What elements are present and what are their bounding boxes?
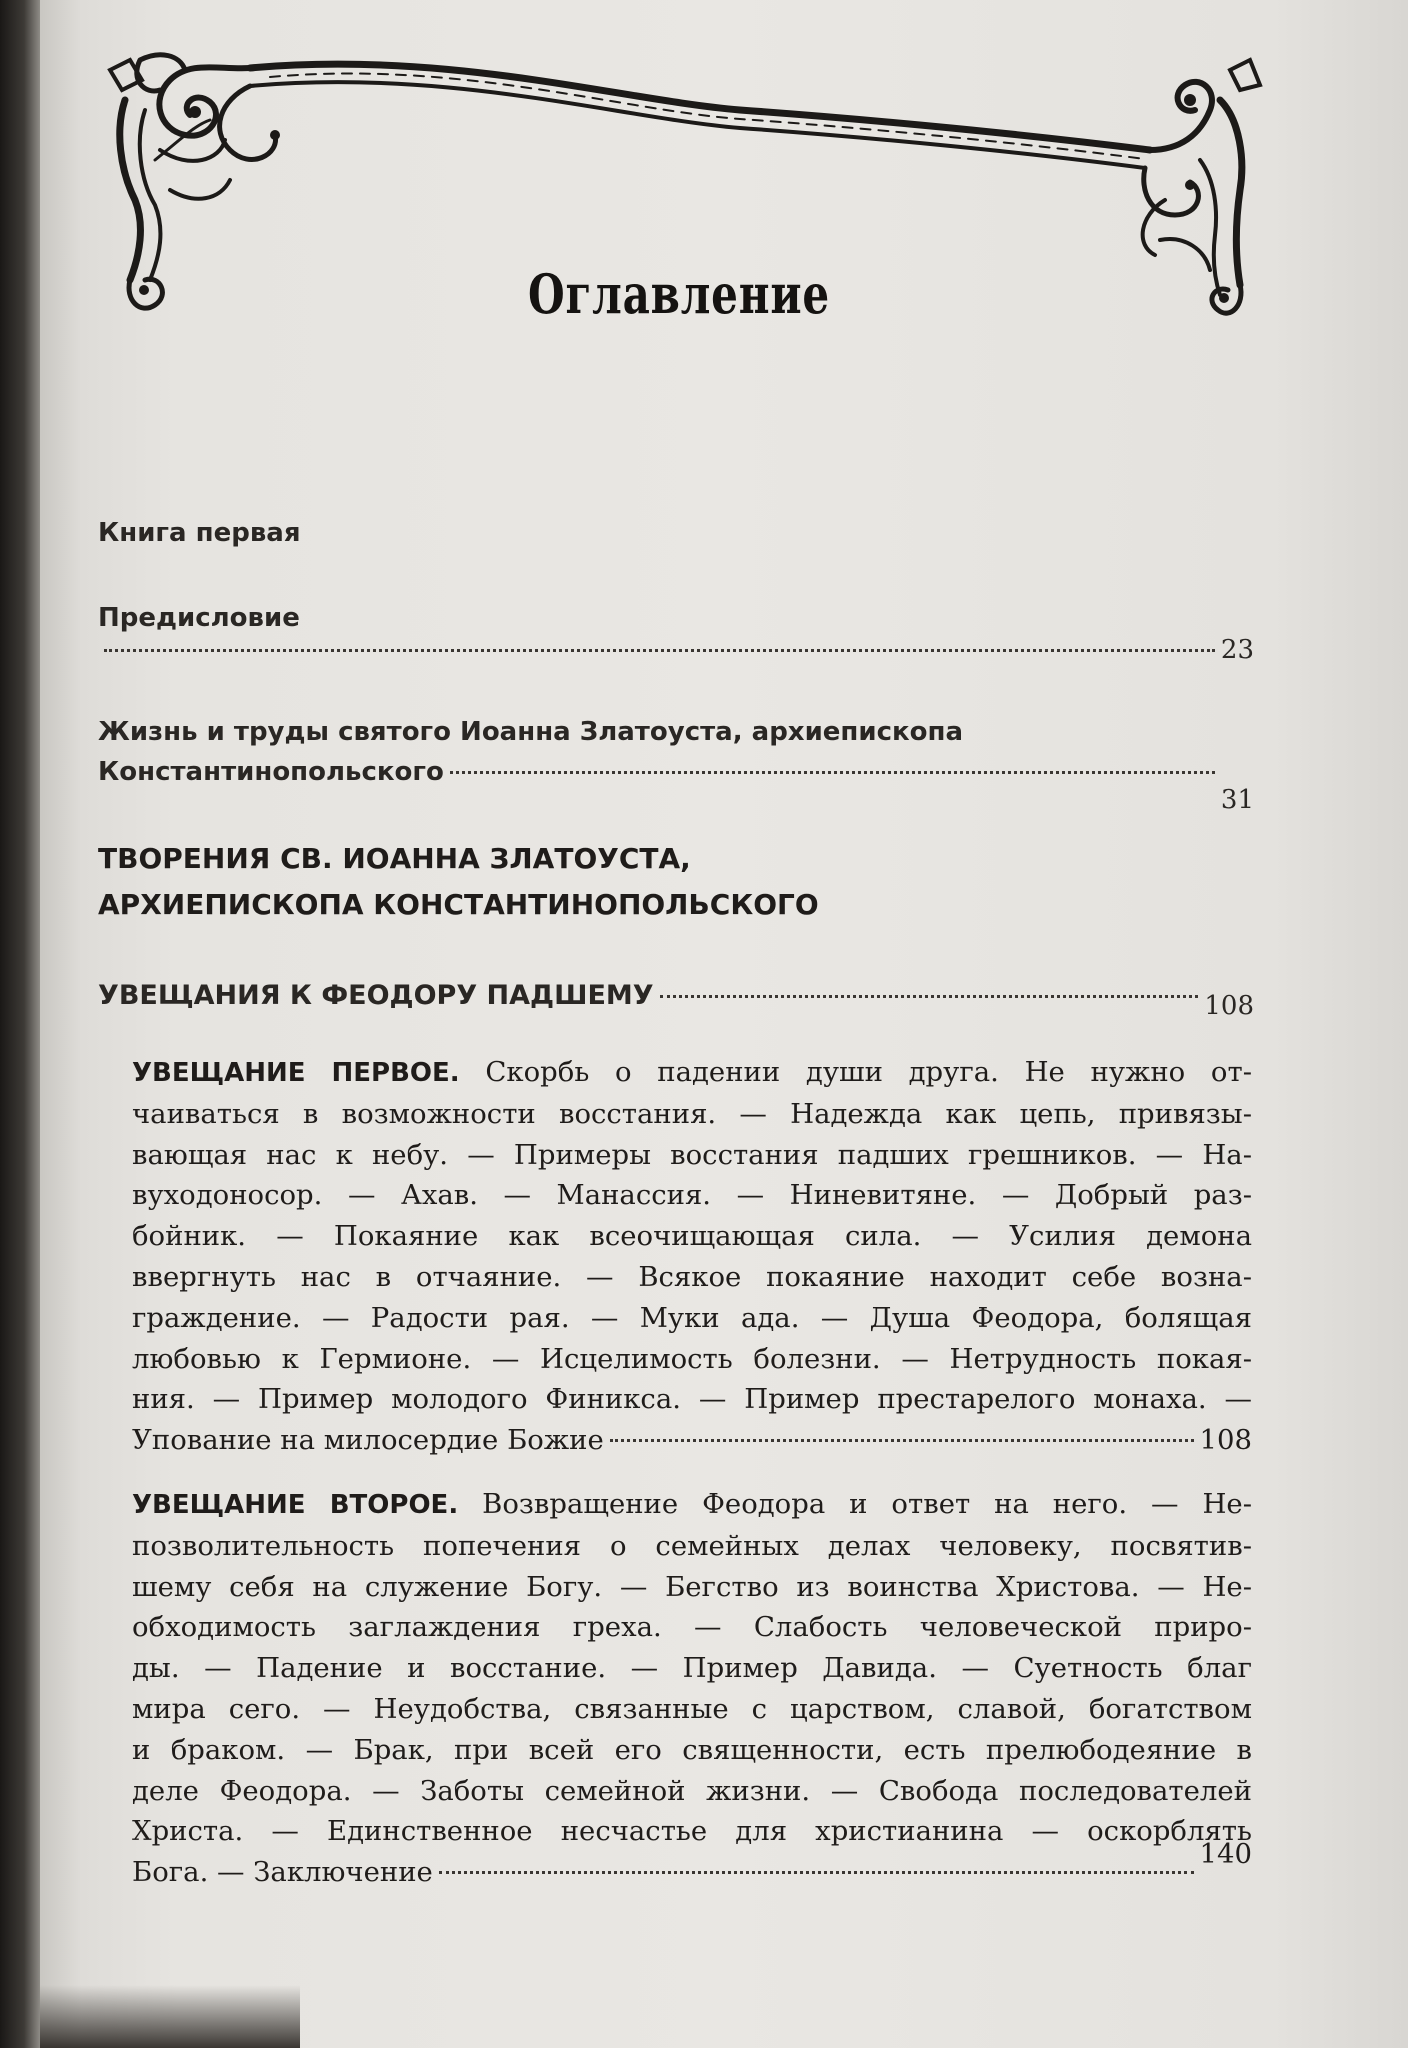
paragraph-line: любовью к Гермионе. — Исцелимость болезни. — Нетрудность покая- <box>132 1342 1252 1375</box>
book-spine-shadow <box>0 0 40 2048</box>
decorative-frame-ornament-icon <box>100 40 1280 400</box>
leader-dots <box>660 995 1199 998</box>
paragraph-line: и браком. — Брак, при всей его священности, есть прелюбодеяние в <box>132 1733 1252 1766</box>
page-number: 108 <box>1199 1424 1252 1457</box>
toc-entry-preface[interactable] <box>98 598 1254 670</box>
toc-entry-exhortations[interactable] <box>98 976 1254 1021</box>
page-title: Оглавление <box>528 262 830 326</box>
paragraph-line: обходимость заглаждения греха. — Слабость человеческой приро- <box>132 1611 1252 1644</box>
paragraph-line: вуходоносор. — Ахав. — Манассия. — Ниневитяне. — Добрый раз- <box>132 1179 1252 1212</box>
paragraph-line: мира сего. — Неудобства, связанные с царством, славой, богатством <box>132 1692 1252 1725</box>
page-number: 140 <box>1199 1838 1252 1871</box>
page-bottom-edge-shadow <box>40 1985 300 2048</box>
paragraph-line: ввергнуть нас в отчаяние. — Всякое покаяние находит себе возна- <box>132 1260 1252 1293</box>
page-number: 31 <box>1220 785 1254 815</box>
paragraph-line: ды. — Падение и восстание. — Пример Давида. — Суетность благ <box>132 1652 1252 1685</box>
paragraph-line: граждение. — Радости рая. — Муки ада. — Душа Феодора, болящая <box>132 1301 1252 1334</box>
leader-dots <box>610 1439 1194 1442</box>
paragraph-lead: УВЕЩАНИЕ ПЕРВОЕ. <box>132 1058 460 1088</box>
paragraph-lead: УВЕЩАНИЕ ВТОРОЕ. <box>132 1490 459 1520</box>
book-label: Книга первая <box>98 518 301 548</box>
paragraph-line: Упование на милосердие Божие <box>132 1424 604 1457</box>
book-page <box>40 0 1408 2048</box>
leader-dots <box>104 649 1215 652</box>
section-heading-line1: ТВОРЕНИЯ СВ. ИОАННА ЗЛАТОУСТА, <box>98 842 691 875</box>
page-number: 108 <box>1204 991 1254 1021</box>
toc-entry-label: УВЕЩАНИЯ К ФЕОДОРУ ПАДШЕМУ <box>98 980 654 1011</box>
toc-entry-label-line2: Константинопольского <box>98 757 444 787</box>
section-heading <box>98 836 998 928</box>
section-heading-line2: АРХИЕПИСКОПА КОНСТАНТИНОПОЛЬСКОГО <box>98 888 819 921</box>
page-number: 23 <box>1220 635 1254 665</box>
paragraph-line: бойник. — Покаяние как всеочищающая сила. — Усилия демона <box>132 1220 1252 1253</box>
toc-entry-label: Предисловие <box>98 603 300 633</box>
paragraph-line: Христа. — Единственное несчастье для христианина — оскорблять <box>132 1815 1252 1848</box>
paragraph-line: деле Феодора. — Заботы семейной жизни. — Свобода последователей <box>132 1774 1252 1807</box>
paragraph-line: ния. — Пример молодого Финикса. — Пример престарелого монаха. — <box>132 1383 1252 1416</box>
toc-entry-exhortation-second[interactable] <box>132 1484 1252 1893</box>
paragraph-line: позволительность попечения о семейных делах человеку, посвятив- <box>132 1529 1252 1562</box>
paragraph-line: Возвращение Феодора и ответ на него. — Не- <box>482 1488 1252 1520</box>
paragraph-line: вающая нас к небу. — Примеры восстания падших грешников. — На- <box>132 1138 1252 1171</box>
paragraph-line: Скорбь о падении души друга. Не нужно от- <box>485 1056 1252 1088</box>
leader-dots <box>450 771 1215 774</box>
toc-entry-label-line1: Жизнь и труды святого Иоанна Златоуста, архиепископа <box>98 717 964 747</box>
paragraph-line: чаиваться в возможности восстания. — Надежда как цепь, привязы- <box>132 1097 1252 1130</box>
paragraph-line: Бога. — Заключение <box>132 1856 433 1889</box>
toc-entry-life-and-works[interactable] <box>98 712 1254 815</box>
toc-entry-exhortation-first[interactable] <box>132 1052 1252 1461</box>
paragraph-line: шему себя на служение Богу. — Бегство из воинства Христова. — Не- <box>132 1570 1252 1603</box>
leader-dots <box>439 1871 1194 1874</box>
